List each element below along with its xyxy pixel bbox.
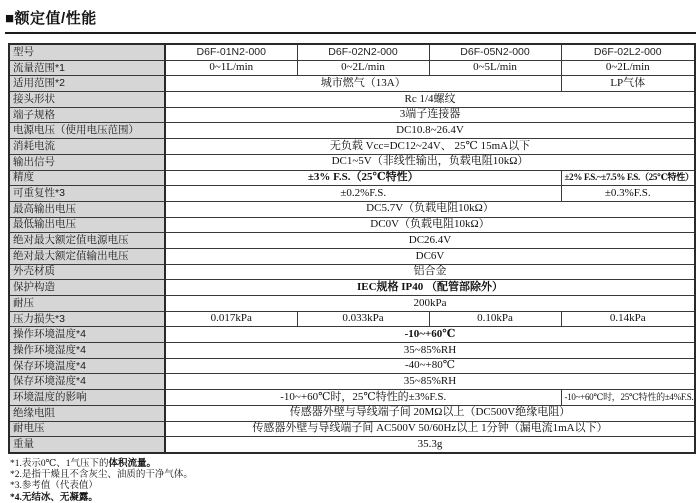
section-title: ■额定值/性能 <box>5 7 696 34</box>
row-label: 可重复性*3 <box>9 186 165 202</box>
spec-row <box>9 170 695 186</box>
spec-row <box>9 60 695 76</box>
row-label: 输出信号 <box>9 154 165 170</box>
row-label: 流量范围*1 <box>9 60 165 76</box>
spec-value: ±0.2%F.S. <box>165 186 561 202</box>
spec-value: 0~2L/min <box>561 60 695 76</box>
spec-row <box>9 390 695 406</box>
footnote-text: *4.无结冰、无凝露。 <box>10 492 98 503</box>
spec-value: 0.017kPa <box>165 311 297 327</box>
row-label: 操作环境湿度*4 <box>9 343 165 359</box>
spec-value: DC5.7V（负载电阻10kΩ） <box>165 201 695 217</box>
row-label: 保存环境温度*4 <box>9 358 165 374</box>
row-label: 压力损失*3 <box>9 311 165 327</box>
spec-value: -10~+60℃ <box>165 327 695 343</box>
spec-value: 200kPa <box>165 296 695 312</box>
spec-value: LP气体 <box>561 76 695 92</box>
spec-row <box>9 343 695 359</box>
row-label: 操作环境温度*4 <box>9 327 165 343</box>
spec-value: DC6V <box>165 248 695 264</box>
spec-value: -10~+60℃时，25℃特性的±4%F.S. <box>561 390 695 406</box>
row-label: 精度 <box>9 170 165 186</box>
table-header-row <box>9 44 695 60</box>
spec-value: IEC规格 IP40 （配管部除外） <box>165 280 695 296</box>
spec-value: -40~+80℃ <box>165 358 695 374</box>
row-label: 适用范围*2 <box>9 76 165 92</box>
spec-value: 0.10kPa <box>429 311 561 327</box>
spec-row <box>9 296 695 312</box>
spec-value: DC26.4V <box>165 233 695 249</box>
spec-value: 传感器外壁与导线端子间 20MΩ以上（DC500V绝缘电阻） <box>165 405 695 421</box>
spec-row <box>9 201 695 217</box>
spec-value: 35~85%RH <box>165 343 695 359</box>
footnote-text: *3.参考值（代表值） <box>10 481 98 492</box>
spec-value: 3端子连接器 <box>165 107 695 123</box>
footnote <box>10 459 700 469</box>
spec-value: ±0.3%F.S. <box>561 186 695 202</box>
row-label: 端子规格 <box>9 107 165 123</box>
row-label: 外壳材质 <box>9 264 165 280</box>
row-label: 耐电压 <box>9 421 165 437</box>
spec-value: 传感器外壁与导线端子间 AC500V 50/60Hz以上 1分钟（漏电流1mA以下） <box>165 421 695 437</box>
spec-row <box>9 186 695 202</box>
spec-row <box>9 327 695 343</box>
spec-row <box>9 139 695 155</box>
model-column-header: D6F-02L2-000 <box>561 44 695 60</box>
row-label: 绝对最大额定值输出电压 <box>9 248 165 264</box>
spec-value: 铝合金 <box>165 264 695 280</box>
row-label: 最低输出电压 <box>9 217 165 233</box>
spec-value: ±2% F.S.~±7.5% F.S.（25℃特性） <box>561 170 695 186</box>
spec-row <box>9 358 695 374</box>
spec-value: DC0V（负载电阻10kΩ） <box>165 217 695 233</box>
spec-row <box>9 264 695 280</box>
spec-value: 0~5L/min <box>429 60 561 76</box>
spec-value: 0.033kPa <box>297 311 429 327</box>
row-label: 重量 <box>9 437 165 453</box>
spec-row <box>9 437 695 453</box>
spec-row <box>9 248 695 264</box>
row-label: 绝对最大额定值电源电压 <box>9 233 165 249</box>
row-label: 电源电压（使用电压范围） <box>9 123 165 139</box>
spec-row <box>9 421 695 437</box>
spec-row <box>9 154 695 170</box>
spec-value: DC10.8~26.4V <box>165 123 695 139</box>
spec-row <box>9 374 695 390</box>
spec-value: 0~1L/min <box>165 60 297 76</box>
spec-row <box>9 123 695 139</box>
footnote-text: 体积流量。 <box>108 458 157 469</box>
row-label: 保存环境湿度*4 <box>9 374 165 390</box>
row-label: 接头形状 <box>9 92 165 108</box>
spec-value: 城市燃气（13A） <box>165 76 561 92</box>
row-label: 绝缘电阻 <box>9 405 165 421</box>
spec-row <box>9 217 695 233</box>
footnotes-block <box>10 459 700 503</box>
spec-value: 35.3g <box>165 437 695 453</box>
model-column-header: D6F-02N2-000 <box>297 44 429 60</box>
spec-value: -10~+60℃时，25℃特性的±3%F.S. <box>165 390 561 406</box>
spec-table-body <box>9 44 695 453</box>
spec-value: 0~2L/min <box>297 60 429 76</box>
row-label: 环境温度的影响 <box>9 390 165 406</box>
footnote <box>10 481 700 491</box>
models-row-label: 型号 <box>9 44 165 60</box>
spec-table <box>8 43 696 454</box>
spec-row <box>9 92 695 108</box>
model-column-header: D6F-01N2-000 <box>165 44 297 60</box>
spec-value: 35~85%RH <box>165 374 695 390</box>
spec-value: 无负载 Vcc=DC12~24V、 25℃ 15mA以下 <box>165 139 695 155</box>
spec-value: DC1~5V（非线性输出，负载电阻10kΩ） <box>165 154 695 170</box>
spec-row <box>9 76 695 92</box>
spec-value: 0.14kPa <box>561 311 695 327</box>
row-label: 耐压 <box>9 296 165 312</box>
spec-row <box>9 311 695 327</box>
spec-value: ±3% F.S.（25℃特性） <box>165 170 561 186</box>
model-column-header: D6F-05N2-000 <box>429 44 561 60</box>
row-label: 保护构造 <box>9 280 165 296</box>
row-label: 最高输出电压 <box>9 201 165 217</box>
spec-row <box>9 107 695 123</box>
footnote-text: *1.表示0℃、1气压下的 <box>10 458 109 469</box>
row-label: 消耗电流 <box>9 139 165 155</box>
spec-row <box>9 280 695 296</box>
spec-row <box>9 233 695 249</box>
footnote <box>10 470 700 480</box>
footnote-text: *2.是指干燥且不含灰尘、油质的干净气体。 <box>10 470 193 481</box>
spec-value: Rc 1/4螺纹 <box>165 92 695 108</box>
spec-row <box>9 405 695 421</box>
footnote <box>10 493 700 503</box>
